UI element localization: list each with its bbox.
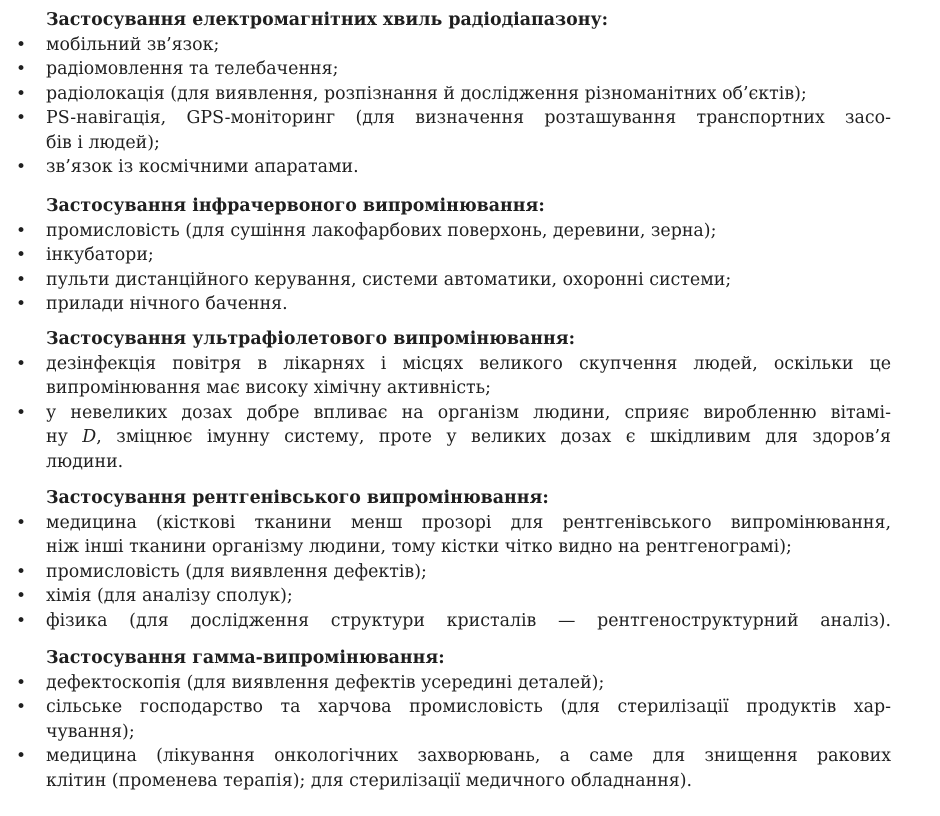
section-infrared [0, 194, 891, 317]
item-line: ну D, зміцнює імунну систему, проте у великих дозах є шкідливим для здоров’я [46, 427, 891, 447]
item-line: клітин (променева терапія); для стерилізації медичного обладнання). [46, 770, 693, 791]
bullet-list [0, 33, 891, 180]
bullet-icon: • [16, 59, 27, 79]
bullet-icon: • [16, 245, 27, 265]
item-line: PS-навігація, GPS-моніторинг (для визначення розташування транспортних засо- [46, 108, 891, 128]
item-line: зв’язок із космічними апаратами. [46, 157, 359, 177]
item-line: радіолокація (для виявлення, розпізнання й дослідження різноманітних об’єктів); [46, 83, 807, 104]
list-item [0, 584, 891, 609]
list-item [0, 695, 891, 744]
bullet-icon: • [16, 697, 27, 717]
bullet-list [0, 352, 891, 475]
item-line: дефектоскопія (для виявлення дефектів усередині деталей); [46, 672, 605, 693]
bullet-icon: • [16, 220, 27, 241]
item-line: сільське господарство та харчова промисловість (для стерилізації продуктів хар- [46, 697, 891, 717]
item-line: радіомовлення та телебачення; [46, 59, 339, 79]
item-line: випромінювання має високу хімічну активність; [46, 378, 492, 398]
section-heading: Застосування гамма-випромінювання: [46, 648, 445, 668]
bullet-icon: • [16, 586, 27, 606]
bullet-icon: • [16, 512, 27, 533]
item-line: інкубатори; [46, 245, 154, 265]
list-item [0, 560, 891, 585]
list-item [0, 243, 891, 268]
list-item [0, 219, 891, 244]
bullet-list [0, 219, 891, 317]
bullet-icon: • [16, 402, 27, 423]
bullet-list [0, 671, 891, 794]
item-line: чування); [46, 721, 135, 742]
list-item [0, 352, 891, 401]
section-ultraviolet [0, 327, 891, 474]
list-item [0, 744, 891, 793]
item-line: прилади нічного бачення. [46, 294, 288, 314]
bullet-list [0, 511, 891, 634]
item-line: фізика (для дослідження структури кристалів — рентгеноструктурний аналіз). [46, 610, 891, 631]
section-gamma [0, 646, 891, 793]
list-item [0, 106, 891, 155]
item-line: промисловість (для сушіння лакофарбових поверхонь, деревини, зерна); [46, 220, 717, 241]
item-line: мобільний зв’язок; [46, 34, 220, 55]
bullet-icon: • [16, 269, 27, 290]
item-line: пульти дистанційного керування, системи автоматики, охоронні системи; [46, 269, 732, 290]
item-line: ніж інші тканини організму людини, тому кістки чітко видно на рентгенограмі); [46, 537, 792, 557]
list-item [0, 82, 891, 107]
list-item [0, 155, 891, 180]
item-line: медицина (кісткові тканини менш прозорі для рентгенівського випромінювання, [46, 512, 891, 533]
bullet-icon: • [16, 561, 27, 582]
bullet-icon: • [16, 353, 27, 374]
bullet-icon: • [16, 83, 27, 104]
section-heading: Застосування ультрафіолетового випромінювання: [46, 329, 576, 349]
item-line: дезінфекція повітря в лікарнях і місцях великого скупчення людей, оскільки це [46, 353, 891, 374]
list-item [0, 401, 891, 475]
list-item [0, 609, 891, 634]
item-line: бів і людей); [46, 132, 160, 153]
list-item [0, 57, 891, 82]
section-heading: Застосування рентгенівського випромінювання: [46, 488, 549, 508]
section-heading: Застосування електромагнітних хвиль радіодіапазону: [46, 10, 609, 30]
bullet-icon: • [16, 108, 27, 128]
section-heading: Застосування інфрачервоного випромінювання: [46, 196, 545, 216]
item-line: хімія (для аналізу сполук); [46, 586, 293, 606]
item-line: у невеликих дозах добре впливає на організм людини, сприяє виробленню вітамі- [46, 402, 891, 423]
item-line: людини. [46, 451, 124, 472]
list-item [0, 671, 891, 696]
bullet-icon: • [16, 294, 27, 314]
list-item [0, 511, 891, 560]
bullet-icon: • [16, 34, 27, 55]
bullet-icon: • [16, 157, 27, 177]
item-line: медицина (лікування онкологічних захворювань, а саме для знищення ракових [46, 746, 891, 766]
item-line: промисловість (для виявлення дефектів); [46, 561, 427, 582]
bullet-icon: • [16, 610, 27, 631]
list-item [0, 33, 891, 58]
list-item [0, 268, 891, 293]
bullet-icon: • [16, 672, 27, 693]
bullet-icon: • [16, 746, 27, 766]
section-radio-waves [0, 8, 891, 180]
section-x-ray [0, 486, 891, 633]
list-item [0, 292, 891, 317]
